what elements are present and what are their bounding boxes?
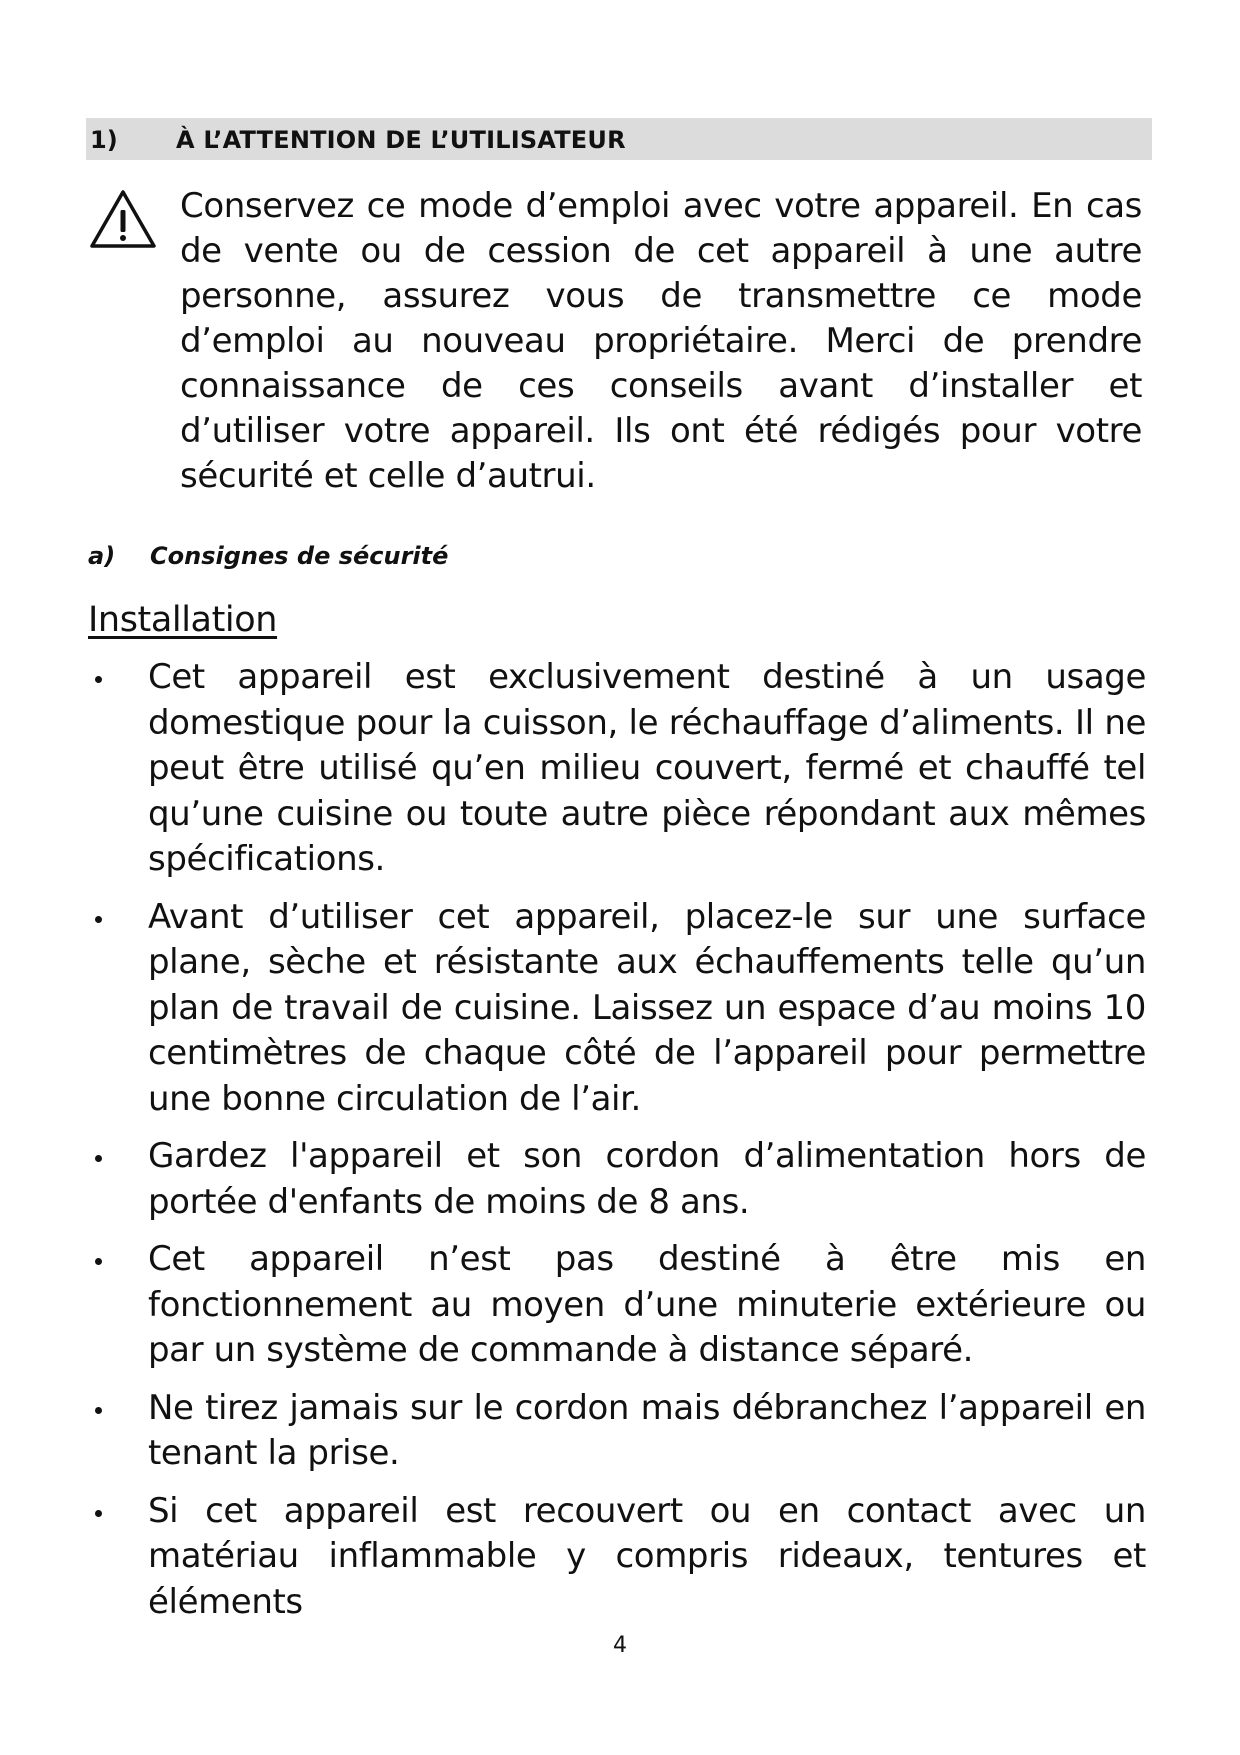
- subsection-heading: [88, 542, 448, 570]
- list-item: [88, 1386, 1146, 1477]
- section-header-bar: [86, 118, 1152, 160]
- bullet-icon: [95, 1155, 102, 1162]
- list-item-text: Avant d’utiliser cet appareil, placez-le sur une surface plane, sèche et résistante aux échauffements telle qu’un plan de travail de cuisine. Laissez un espace d’au moins 10 centimètres de chaque côté de l’appareil pour permettre une bonne circulation de l’air.: [148, 896, 1146, 1119]
- warning-triangle-icon: [88, 188, 158, 250]
- list-item-text: Cet appareil est exclusivement destiné à un usage domestique pour la cuisson, le réchauffage d’aliments. Il ne peut être utilisé qu’en milieu couvert, fermé et chauffé tel qu’une cuisine ou toute autre pièce répondant aux mêmes spécifications.: [148, 657, 1146, 879]
- list-item-text: Cet appareil n’est pas destiné à être mis en fonctionnement au moyen d’une minuterie extérieure ou par un système de commande à distance séparé.: [148, 1239, 1146, 1370]
- bullet-icon: [95, 676, 102, 683]
- page-number: 4: [613, 1633, 627, 1658]
- list-item-text: Gardez l'appareil et son cordon d’alimentation hors de portée d'enfants de moins de 8 ans.: [148, 1136, 1146, 1222]
- section-title: À L’ATTENTION DE L’UTILISATEUR: [176, 126, 626, 154]
- list-item: [88, 1489, 1146, 1626]
- bullet-icon: [95, 916, 102, 923]
- section-number: 1): [90, 126, 118, 154]
- bullet-icon: [95, 1407, 102, 1414]
- list-item: [88, 895, 1146, 1123]
- intro-paragraph: Conservez ce mode d’emploi avec votre appareil. En cas de vente ou de cession de cet appareil à une autre personne, assurez vous de transmettre ce mode d’emploi au nouveau propriétaire. Merci de prendre connaissance de ces conseils avant d’installer et d’utiliser votre appareil. Ils ont été rédigés pour votre sécurité et celle d’autrui.: [180, 186, 1142, 496]
- subsection-letter: a): [88, 542, 116, 570]
- list-item-text: Ne tirez jamais sur le cordon mais débranchez l’appareil en tenant la prise.: [148, 1387, 1146, 1473]
- list-item: [88, 1237, 1146, 1374]
- subsection-title: Consignes de sécurité: [150, 542, 449, 570]
- list-item: [88, 655, 1146, 883]
- installation-heading: Installation: [88, 600, 278, 640]
- list-item-text: Si cet appareil est recouvert ou en contact avec un matériau inflammable y compris rideaux, tentures et éléments: [148, 1490, 1146, 1622]
- installation-bullet-list: [88, 655, 1146, 1637]
- list-item: [88, 1134, 1146, 1225]
- bullet-icon: [95, 1510, 102, 1517]
- bullet-icon: [95, 1258, 102, 1265]
